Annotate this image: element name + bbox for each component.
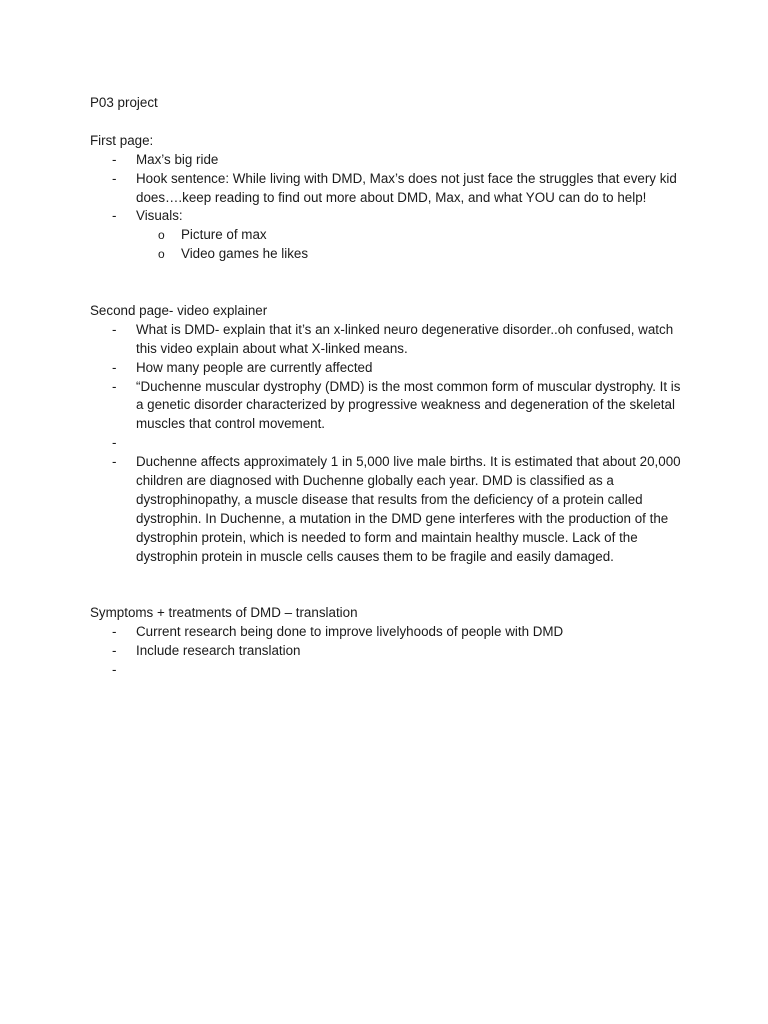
list-item: [90, 623, 690, 642]
list-item: [90, 321, 690, 359]
document-page: [90, 94, 690, 680]
list-item-text: Current research being done to improve livelyhoods of people with DMD: [136, 624, 564, 640]
dash-bullet: -: [112, 151, 117, 167]
list-item-text: “Duchenne muscular dystrophy (DMD) is the most common form of muscular dystrophy. It is a genetic disorder characterized by progressive weakness and degeneration of the skeletal muscles that control movement.: [136, 378, 681, 432]
list-item: [90, 170, 690, 208]
list-item: [90, 661, 690, 680]
sublist-item-text: Picture of max: [181, 227, 267, 243]
list-item: [90, 378, 690, 435]
list-item: [90, 359, 690, 378]
dash-bullet: -: [112, 170, 117, 186]
dash-bullet: -: [112, 359, 117, 375]
dash-bullet: -: [112, 208, 117, 224]
dash-bullet: -: [112, 643, 117, 659]
dash-bullet: -: [112, 435, 117, 451]
circle-bullet: o: [158, 247, 165, 262]
list-item-text: Hook sentence: While living with DMD, Max’s does not just face the struggles that every kid does….keep reading to find out more about DMD, Max, and what YOU can do to help!: [136, 170, 677, 205]
list-item-text: Visuals:: [136, 208, 183, 224]
list-item: [90, 642, 690, 661]
circle-bullet: o: [158, 228, 165, 243]
list-item-text: Include research translation: [136, 643, 301, 659]
dash-bullet: -: [112, 454, 117, 470]
list-item: [90, 453, 690, 566]
list-item-text: What is DMD- explain that it’s an x-linked neuro degenerative disorder..oh confused, watch this video explain about what X-linked means.: [136, 321, 674, 356]
sublist-item: [136, 226, 690, 245]
section-heading-symptoms: Symptoms + treatments of DMD – translation: [90, 605, 358, 621]
section-heading-second-page: Second page- video explainer: [90, 302, 268, 318]
dash-bullet: -: [112, 662, 117, 678]
sublist-item-text: Video games he likes: [181, 246, 309, 262]
dash-bullet: -: [112, 378, 117, 394]
list-item: [90, 434, 690, 453]
dash-bullet: -: [112, 624, 117, 640]
sublist-item: [136, 245, 690, 264]
symptoms-list: [90, 623, 690, 680]
list-item-text: How many people are currently affected: [136, 359, 373, 375]
visuals-sublist: [136, 226, 690, 264]
first-page-list: [90, 151, 690, 264]
list-item: [90, 207, 690, 264]
document-title: P03 project: [90, 95, 158, 110]
section-heading-first-page: First page:: [90, 132, 154, 148]
list-item-text: Duchenne affects approximately 1 in 5,000 live male births. It is estimated that about 20,000 children are diagnosed with Duchenne globally each year. DMD is classified as a dystrophinopathy, a muscle disease that results from the deficiency of a protein called dystrophin. In Duchenne, a mutation in the DMD gene interferes with the production of the dystrophin protein, which is needed to form and maintain healthy muscle. Lack of the dystrophin protein in muscle cells causes them to be fragile and easily damaged.: [136, 454, 681, 564]
dash-bullet: -: [112, 321, 117, 337]
list-item-text: Max’s big ride: [136, 151, 219, 167]
second-page-list: [90, 321, 690, 567]
list-item: [90, 151, 690, 170]
